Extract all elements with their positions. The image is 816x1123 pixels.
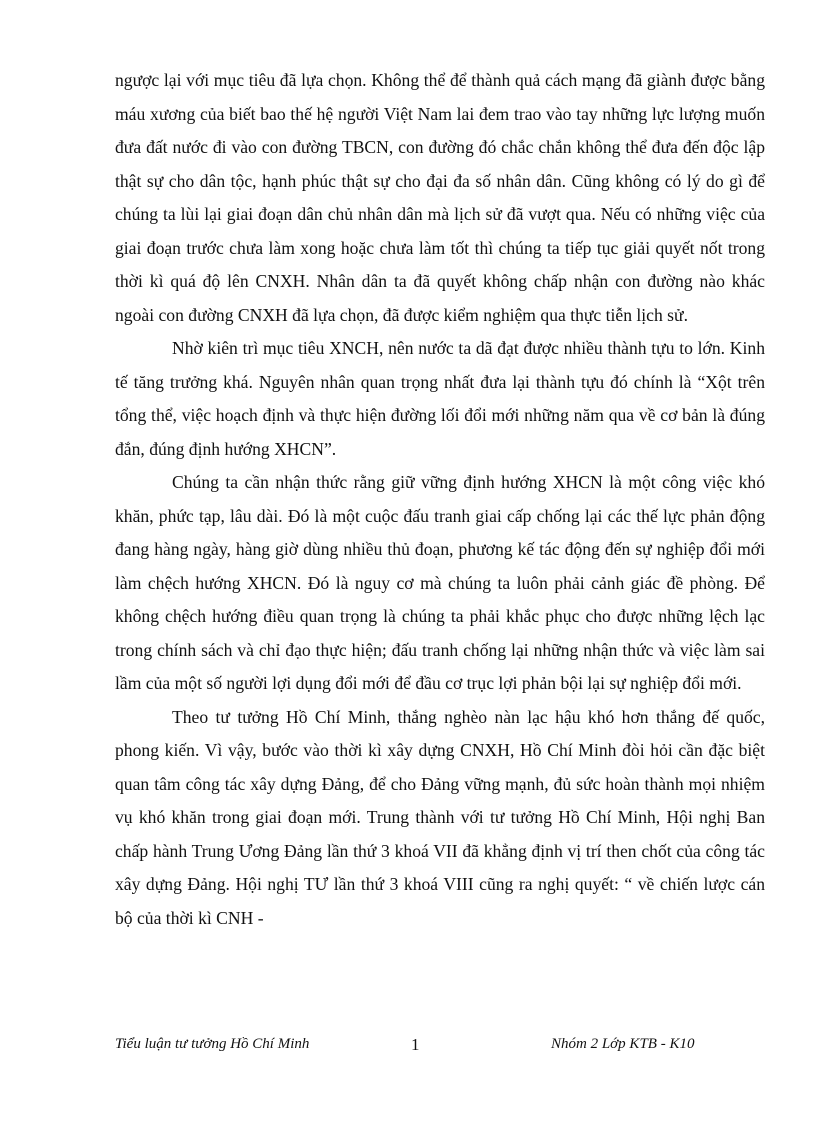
paragraph-2: Nhờ kiên trì mục tiêu XNCH, nên nước ta dã đạt được nhiều thành tựu to lớn. Kinh tế tăng trưởng khá. Nguyên nhân quan trọng nhất đưa lại thành tựu đó chính là “Xột trên tổng thể, việc hoạch định và thực hiện đường lối đổi mới những năm qua về cơ bản là đúng đắn, đúng định hướng XHCN”. [115,338,765,459]
paragraph-3: Chúng ta cần nhận thức rằng giữ vững định hướng XHCN là một công việc khó khăn, phức tạp, lâu dài. Đó là một cuộc đấu tranh giai cấp chống lại các thế lực phản động đang hàng ngày, hàng giờ dùng nhiều thủ đoạn, phương kế tác động đến sự nghiệp đổi mới làm chệch hướng XHCN. Đó là nguy cơ mà chúng ta luôn phải cảnh giác đề phòng. Để không chệch hướng điều quan trọng là chúng ta phải khắc phục cho được những lệch lạc trong chính sách và chỉ đạo thực hiện; đấu tranh chống lại những nhận thức và việc làm sai lầm của một số người lợi dụng đổi mới để đầu cơ trục lợi phản bội lại sự nghiệp đổi mới. [115,472,765,693]
paragraph-4: Theo tư tưởng Hồ Chí Minh, thắng nghèo nàn lạc hậu khó hơn thắng đế quốc, phong kiến. Vì vậy, bước vào thời kì xây dựng CNXH, Hồ Chí Minh đòi hỏi cần đặc biệt quan tâm công tác xây dựng Đảng, để cho Đảng vững mạnh, đủ sức hoàn thành mọi nhiệm vụ khó khăn trong giai đoạn mới. Trung thành với tư tưởng Hồ Chí Minh, Hội nghị Ban chấp hành Trung Ương Đảng lần thứ 3 khoá VII đã khẳng định vị trí then chốt của công tác xây dựng Đảng. Hội nghị TƯ lần thứ 3 khoá VIII cũng ra nghị quyết: “ về chiến lược cán bộ của thời kì CNH - [115,706,765,928]
page-footer [115,1036,715,1060]
page-number: 1 [411,1035,420,1054]
footer-document-title: Tiểu luận tư tưởng Hồ Chí Minh [115,1036,310,1052]
paragraph-1: ngược lại với mục tiêu đã lựa chọn. Không thể để thành quả cách mạng đã giành được bằng máu xương của biết bao thế hệ người Việt Nam lai đem trao vào tay những lực lượng muốn đưa đất nước đi vào con đường TBCN, con đường đó chắc chắn không thể đưa đến độc lập thật sự cho dân tộc, hạnh phúc thật sự cho đại đa số nhân dân. Cũng không có lý do gì để chúng ta lùi lại giai đoạn dân chủ nhân dân mà lịch sử đã vượt qua. Nếu có những việc của giai đoạn trước chưa làm xong hoặc chưa làm tốt thì chúng ta tiếp tục giải quyết nốt trong thời kì quá độ lên CNXH. Nhân dân ta đã quyết không chấp nhận con đường nào khác ngoài con đường CNXH đã lựa chọn, đã được kiểm nghiệm qua thực tiễn lịch sử. [115,70,765,325]
footer-group-class: Nhóm 2 Lớp KTB - K10 [551,1036,695,1052]
document-body [115,64,765,935]
